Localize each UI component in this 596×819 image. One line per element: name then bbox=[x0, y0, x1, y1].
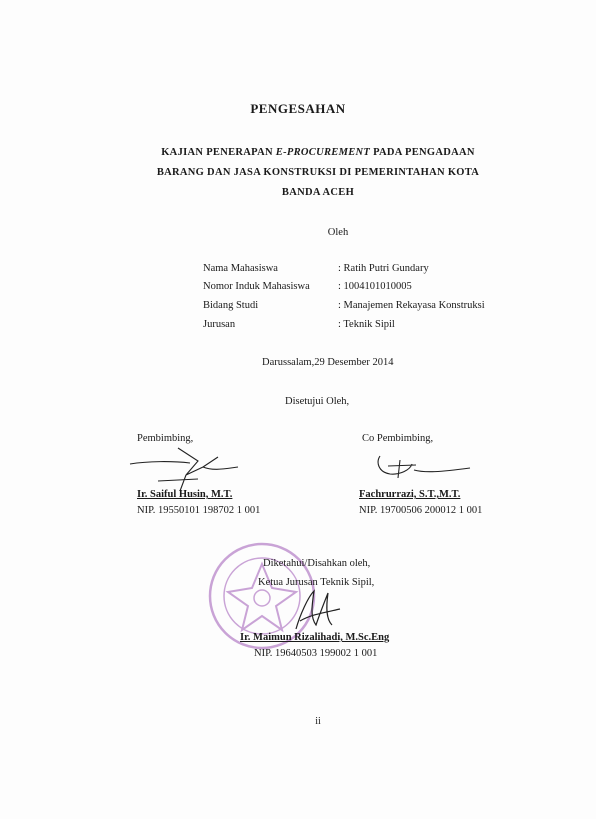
title-italic: E-PROCUREMENT bbox=[275, 147, 371, 158]
supervisor-signature bbox=[128, 443, 243, 495]
page-heading: PENGESAHAN bbox=[250, 101, 346, 116]
department-value: : Teknik Sipil bbox=[338, 319, 395, 330]
known-ratified-label: Diketahui/Disahkan oleh, bbox=[263, 558, 371, 569]
by-label: Oleh bbox=[327, 227, 349, 238]
co-supervisor-role: Co Pembimbing, bbox=[362, 433, 434, 444]
head-role: Ketua Jurusan Teknik Sipil, bbox=[258, 577, 375, 588]
student-id-value: : 1004101010005 bbox=[338, 281, 412, 292]
thesis-title-line-1 bbox=[0, 147, 596, 158]
study-field-label: Bidang Studi bbox=[203, 300, 259, 311]
study-field-value: : Manajemen Rekayasa Konstruksi bbox=[338, 300, 485, 311]
title-suffix: PADA PENGADAAN bbox=[370, 147, 475, 158]
place-date: Darussalam,29 Desember 2014 bbox=[262, 357, 394, 368]
thesis-title-line-2: BARANG DAN JASA KONSTRUKSI DI PEMERINTAHAN KOTA bbox=[156, 167, 480, 178]
supervisor-name: Ir. Saiful Husin, M.T. bbox=[137, 489, 233, 500]
co-supervisor-signature bbox=[370, 452, 475, 482]
co-supervisor-name: Fachrurrazi, S.T.,M.T. bbox=[359, 489, 461, 500]
student-name-value: : Ratih Putri Gundary bbox=[338, 263, 429, 274]
head-nip: NIP. 19640503 199002 1 001 bbox=[254, 648, 378, 659]
student-id-label: Nomor Induk Mahasiswa bbox=[203, 281, 310, 292]
approved-by-label: Disetujui Oleh, bbox=[285, 396, 350, 407]
head-signature bbox=[288, 585, 348, 635]
supervisor-role: Pembimbing, bbox=[137, 433, 194, 444]
co-supervisor-nip: NIP. 19700506 200012 1 001 bbox=[359, 505, 483, 516]
title-prefix: KAJIAN PENERAPAN bbox=[161, 147, 276, 158]
thesis-title-line-3: BANDA ACEH bbox=[281, 187, 355, 198]
head-name: Ir. Maimun Rizalihadi, M.Sc.Eng bbox=[240, 632, 390, 643]
department-label: Jurusan bbox=[203, 319, 236, 330]
page-number: ii bbox=[315, 716, 321, 727]
supervisor-nip: NIP. 19550101 198702 1 001 bbox=[137, 505, 261, 516]
student-name-label: Nama Mahasiswa bbox=[203, 263, 278, 274]
